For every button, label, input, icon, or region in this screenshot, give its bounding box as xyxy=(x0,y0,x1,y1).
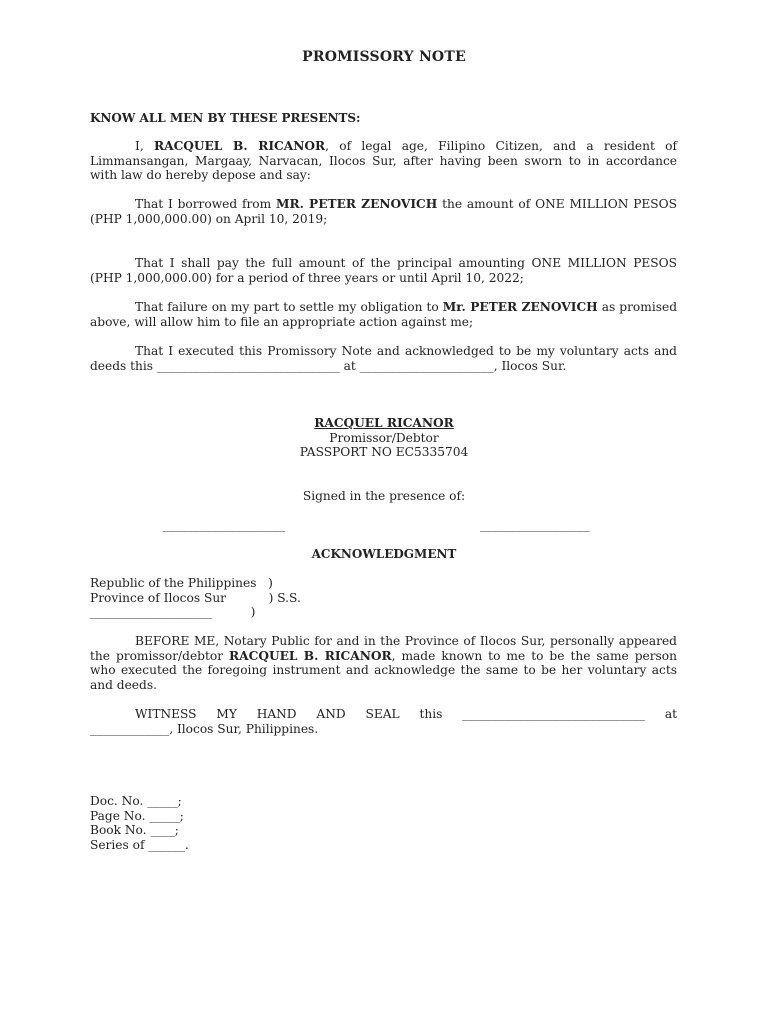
witness-line-1: WITNESS MY HAND AND SEAL this ______________________________ at xyxy=(135,707,677,721)
paragraph-execution xyxy=(90,344,677,373)
notarial-register-block xyxy=(90,794,189,852)
p1-pre: I, xyxy=(135,139,154,153)
p4-pre: That failure on my part to settle my obligation to xyxy=(135,300,443,314)
paragraph-payment: That I shall pay the full amount of the principal amounting ONE MILLION PESOS (PHP 1,000,000.00) for a period of three years or until April 10, 2022; xyxy=(90,256,677,285)
execution-line-1: That I executed this Promissory Note and acknowledged to be my voluntary acts and xyxy=(135,344,677,358)
witness-line-2: _____________, Ilocos Sur, Philippines. xyxy=(90,721,319,736)
witness-signature-line-1: ____________________ xyxy=(163,518,285,532)
page-number: Page No. _____; xyxy=(90,808,184,823)
ack-p1-pre: BEFORE ME, Notary Public for and in the Province of Ilocos Sur, personally appeared the promissor/debtor xyxy=(90,634,677,663)
lender-name-2: Mr. PETER ZENOVICH xyxy=(442,300,598,314)
paragraph-witness xyxy=(90,707,677,736)
witness-signature-line-2: __________________ xyxy=(480,518,590,532)
venue-line-republic: Republic of the Philippines ) xyxy=(90,576,273,590)
signatory-role: Promissor/Debtor xyxy=(329,431,439,445)
document-title: PROMISSORY NOTE xyxy=(302,49,466,65)
doc-number: Doc. No. _____; xyxy=(90,794,182,808)
p1-post: , of legal age, Filipino Citizen, and a resident of Limmansangan, Margaay, Narvacan, Ilocos Sur, after having been sworn to in accordance with law do hereby depose and say: xyxy=(90,139,677,183)
signatory-passport: PASSPORT NO EC5335704 xyxy=(299,445,469,459)
p4-post: as promised above, will allow him to file an appropriate action against me; xyxy=(90,300,677,329)
ack-p1-post: , made known to me to be the same person who executed the foregoing instrument and acknowledge the same to be her voluntary acts and deeds. xyxy=(90,648,677,692)
paragraph-failure xyxy=(90,300,677,329)
p2-pre: That I borrowed from xyxy=(135,197,277,211)
signatory-name: RACQUEL RICANOR xyxy=(314,416,454,430)
p2-post: the amount of ONE MILLION PESOS (PHP 1,000,000.00) on April 10, 2019; xyxy=(90,197,677,226)
paragraph-borrowed xyxy=(90,197,677,226)
book-number: Book No. ____; xyxy=(90,823,179,838)
paragraph-declarant xyxy=(90,139,677,183)
paragraph-before-me xyxy=(90,634,677,692)
series-year: Series of ______. xyxy=(90,837,189,852)
opening-heading: KNOW ALL MEN BY THESE PRESENTS: xyxy=(90,111,361,125)
acknowledgment-heading: ACKNOWLEDGMENT xyxy=(311,547,457,561)
venue-line-province: Province of Ilocos Sur ) S.S. xyxy=(90,590,301,605)
ack-debtor-name: RACQUEL B. RICANOR xyxy=(229,648,392,663)
venue-line-blank: ____________________ ) xyxy=(90,605,256,620)
venue-block xyxy=(90,576,301,620)
execution-line-2: deeds this ______________________________ at ______________________, Ilocos Sur. xyxy=(90,358,567,373)
presence-text: Signed in the presence of: xyxy=(302,489,466,503)
lender-name: MR. PETER ZENOVICH xyxy=(276,197,438,211)
declarant-name: RACQUEL B. RICANOR xyxy=(153,139,326,153)
